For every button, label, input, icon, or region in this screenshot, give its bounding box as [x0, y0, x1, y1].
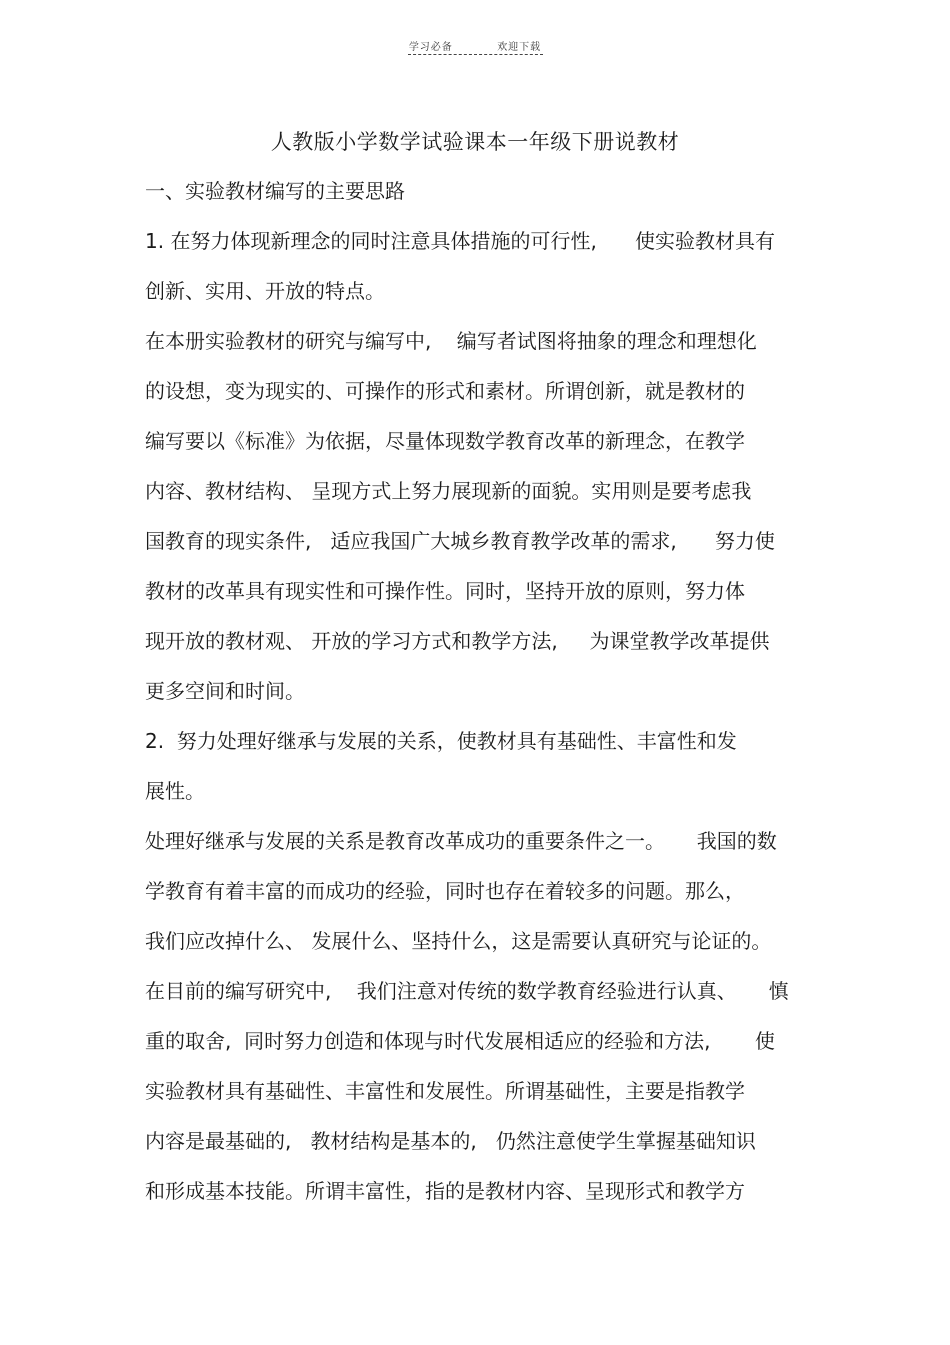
document-title: 人教版小学数学试验课本一年级下册说教材 — [270, 130, 680, 154]
body-line: 2. 努力处理好继承与发展的关系，使教材具有基础性、丰富性和发 — [145, 729, 737, 753]
body-line: 重的取舍, 同时努力创造和体现与时代发展相适应的经验和方法, 使 — [145, 1029, 775, 1053]
body-line: 创新、实用、开放的特点。 — [145, 279, 385, 303]
header-divider — [408, 54, 543, 55]
body-line: 1. 在努力体现新理念的同时注意具体措施的可行性, 使实验教材具有 — [145, 229, 775, 253]
body-line: 现开放的教材观、 开放的学习方式和教学方法, 为课堂教学改革提供 — [145, 629, 770, 653]
body-line: 内容是最基础的, 教材结构是基本的, 仍然注意使学生掌握基础知识 — [145, 1129, 756, 1153]
header-left-text: 学习必备 — [408, 42, 453, 53]
body-line: 的设想，变为现实的、可操作的形式和素材。所谓创新，就是教材的 — [145, 379, 745, 403]
body-line: 学教育有着丰富的而成功的经验，同时也存在着较多的问题。那么， — [145, 879, 745, 903]
body-line: 处理好继承与发展的关系是教育改革成功的重要条件之一。 我国的数 — [145, 829, 777, 853]
body-line: 编写要以《标准》为依据，尽量体现数学教育改革的新理念，在教学 — [145, 429, 745, 453]
body-line: 内容、教材结构、 呈现方式上努力展现新的面貌。实用则是要考虑我 — [145, 479, 752, 503]
body-line: 和形成基本技能。所谓丰富性，指的是教材内容、呈现形式和教学方 — [145, 1179, 745, 1203]
body-line: 更多空间和时间。 — [145, 679, 305, 703]
section-heading: 一、实验教材编写的主要思路 — [145, 179, 405, 203]
body-line: 在本册实验教材的研究与编写中, 编写者试图将抽象的理念和理想化 — [145, 329, 757, 353]
body-line: 在目前的编写研究中, 我们注意对传统的数学教育经验进行认真、 慎 — [145, 979, 789, 1003]
document-body — [145, 176, 825, 1226]
header-right-text: 欢迎下载 — [497, 42, 542, 53]
body-line: 展性。 — [145, 779, 205, 803]
body-line: 我们应改掉什么、 发展什么、坚持什么，这是需要认真研究与论证的。 — [145, 929, 772, 953]
page-header — [0, 38, 950, 53]
body-line: 国教育的现实条件, 适应我国广大城乡教育教学改革的需求, 努力使 — [145, 529, 775, 553]
body-line: 实验教材具有基础性、丰富性和发展性。所谓基础性，主要是指教学 — [145, 1079, 745, 1103]
body-line: 教材的改革具有现实性和可操作性。同时，坚持开放的原则，努力体 — [145, 579, 745, 603]
